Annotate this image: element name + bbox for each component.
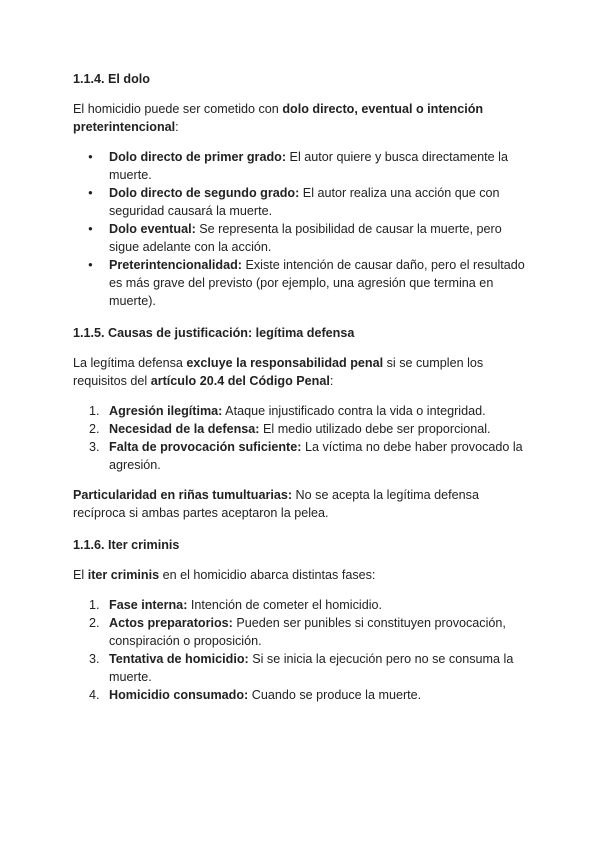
list-number: 2. [89,616,100,630]
list-item-text: Ataque injustificado contra la vida o integridad. [222,404,486,418]
text: : [329,374,334,388]
paragraph-legitima-defensa-intro [73,354,533,390]
document-content [73,70,533,704]
list-number: 2. [89,422,100,436]
list-item-term: Necesidad de la defensa: [109,422,260,436]
list-item [73,184,533,220]
list-item [73,420,533,438]
list-item [73,650,533,686]
list-number: 1. [89,404,100,418]
list-item [73,686,533,704]
bold-text: iter criminis [87,568,160,582]
list-item-term: Dolo eventual: [109,222,196,236]
paragraph-rinas-tumultuarias [73,486,533,522]
list-item-term: Falta de provocación suficiente: [109,440,302,454]
list-item-text: Se representa la posibilidad de causar la muerte, pero sigue adelante con la acción. [109,222,502,254]
list-item [73,438,533,474]
list-item-term: Actos preparatorios: [109,616,233,630]
list-item-text: Intención de cometer el homicidio. [187,598,382,612]
list-number: 3. [89,440,100,454]
list-item [73,402,533,420]
text: si se cumplen los requisitos del [73,356,484,388]
bold-text: dolo directo, eventual o intención preterintencional [73,102,484,134]
paragraph-iter-criminis-intro [73,566,533,584]
list-item-term: Dolo directo de segundo grado: [109,186,300,200]
list-item-text: El medio utilizado debe ser proporcional. [259,422,491,436]
text: El homicidio puede ser cometido con [73,102,283,116]
list-item-term: Tentativa de homicidio: [109,652,249,666]
list-item [73,256,533,310]
list-item-text: El autor quiere y busca directamente la muerte. [109,150,508,182]
bold-text: artículo 20.4 del Código Penal [150,374,330,388]
bullet-list-dolo [73,148,533,310]
section-heading-legitima-defensa: 1.1.5. Causas de justificación: legítima defensa [73,326,355,340]
text: La legítima defensa [73,356,187,370]
list-item-term: Dolo directo de primer grado: [109,150,287,164]
list-number: 3. [89,652,100,666]
list-item-text: Si se inicia la ejecución pero no se consuma la muerte. [109,652,514,684]
list-item-term: Agresión ilegítima: [109,404,223,418]
list-item-text: Cuando se produce la muerte. [248,688,422,702]
text: : [175,120,179,134]
paragraph-dolo-intro [73,100,533,136]
section-heading-iter-criminis: 1.1.6. Iter criminis [73,538,180,552]
list-item [73,220,533,256]
list-item-text: Existe intención de causar daño, pero el resultado es más grave del previsto (por ejemplo, una agresión que termina en muerte). [109,258,525,308]
list-item-term: Fase interna: [109,598,188,612]
list-item [73,614,533,650]
list-item-text: Pueden ser punibles si constituyen provocación, conspiración o proposición. [109,616,506,648]
list-item [73,148,533,184]
numbered-list-fases [73,596,533,704]
list-number: 4. [89,688,100,702]
text: El [73,568,88,582]
list-number: 1. [89,598,100,612]
section-heading-dolo: 1.1.4. El dolo [73,72,150,86]
bold-text: Particularidad en riñas tumultuarias: [73,488,293,502]
text: en el homicidio abarca distintas fases: [159,568,376,582]
list-item-term: Homicidio consumado: [109,688,249,702]
list-item-term: Preterintencionalidad: [109,258,242,272]
list-item-text: El autor realiza una acción que con seguridad causará la muerte. [109,186,500,218]
bold-text: excluye la responsabilidad penal [186,356,384,370]
list-item [73,596,533,614]
text: No se acepta la legítima defensa recíproca si ambas partes aceptaron la pelea. [73,488,479,520]
numbered-list-requisitos [73,402,533,474]
list-item-text: La víctima no debe haber provocado la agresión. [109,440,523,472]
